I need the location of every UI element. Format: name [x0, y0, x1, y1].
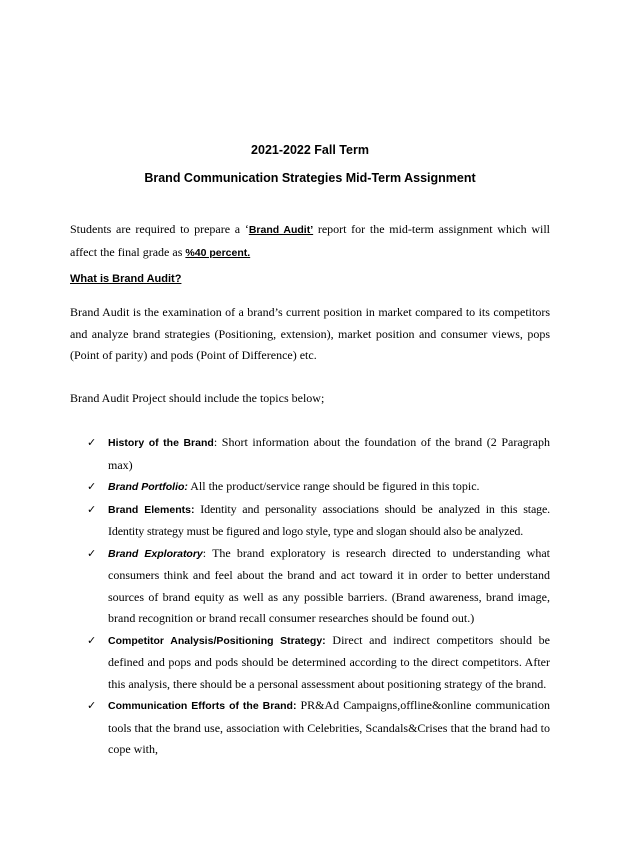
topic-desc: PR&Ad Campaigns,offline&online communication tools that the brand use, association with Celebrities, Scandals&Crises that the brand had to cope with,: [108, 698, 550, 756]
topics-list: [87, 432, 550, 761]
check-icon: ✓: [87, 480, 97, 493]
assignment-title: Brand Communication Strategies Mid-Term Assignment: [144, 171, 476, 185]
section-heading: What is Brand Audit?: [70, 273, 182, 285]
check-icon: ✓: [87, 502, 97, 516]
term-heading: 2021-2022 Fall Term: [251, 143, 369, 157]
topic-desc: : Short information about the foundation of the brand (2 Paragraph max): [108, 435, 550, 472]
topic-term: History of the Brand: [108, 437, 214, 449]
topic-term: Brand Elements:: [108, 503, 195, 516]
brand-audit-highlight: Brand Audit’: [248, 224, 314, 236]
intro-mid: report for the mid-term assignment which will affect the final grade as: [70, 222, 550, 259]
topic-desc: Identity and personality associations should be analyzed in this stage. Identity strategy must be figured and logo style, type and slogan should also be analyzed.: [108, 501, 550, 538]
intro-quote-open: ‘: [244, 222, 249, 236]
list-item: [87, 543, 550, 630]
percent-highlight: %40 percent.: [185, 246, 251, 259]
check-icon: ✓: [87, 633, 97, 647]
topic-term: Communication Efforts of the Brand:: [108, 700, 297, 712]
definition-paragraph: Brand Audit is the examination of a brand’s current position in market compared to its competitors and analyze brand strategies (Positioning, extension), market position and consumer views, pops (Point of parity) and pods (Point of Difference) etc.: [70, 305, 550, 362]
intro-paragraph: [70, 219, 550, 264]
intro-pre: Students are required to prepare a: [70, 222, 245, 236]
check-icon: ✓: [87, 436, 97, 449]
topic-term: Brand Portfolio:: [108, 481, 188, 493]
check-icon: ✓: [87, 546, 97, 560]
topic-desc: Direct and indirect competitors should be defined and pops and pods should be determined according to the direct competitors. After this analysis, there should be a personal assessment about positioning strategy of the brand.: [108, 632, 550, 691]
topic-term: Brand Exploratory: [108, 547, 203, 560]
topic-desc: : The brand exploratory is research directed to understanding what consumers think and feel about the brand and act toward it in order to better understand sources of brand equity as well as any possible barriers. (Brand awareness, brand image, brand recognition or brand recall consumer researches should be found out.): [108, 545, 550, 625]
list-item: [87, 499, 550, 543]
list-item: [87, 432, 550, 476]
list-item: [87, 476, 550, 499]
list-item: [87, 630, 550, 696]
topic-desc: All the product/service range should be figured in this topic.: [187, 479, 480, 493]
topics-intro: Brand Audit Project should include the topics below;: [70, 391, 325, 405]
topic-term: Competitor Analysis/Positioning Strategy:: [108, 634, 326, 647]
list-item: [87, 695, 550, 761]
check-icon: ✓: [87, 699, 97, 712]
